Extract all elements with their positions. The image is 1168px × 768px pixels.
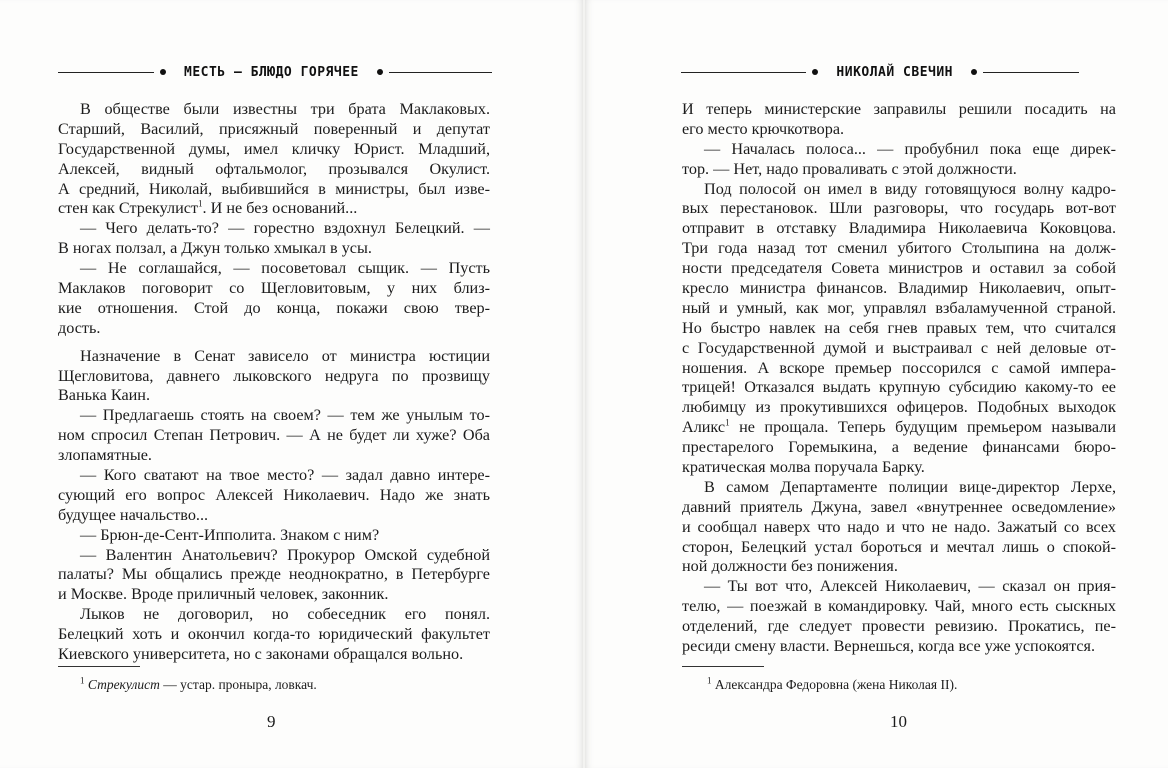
text-line: В самом Департаменте полиции вице-директор Лерхе, bbox=[704, 477, 1116, 496]
text-line: ресиди смену власти. Вернешься, когда все уже успокоятся. bbox=[682, 637, 1096, 656]
header-bullet bbox=[812, 69, 818, 75]
text-line: И теперь министерские заправилы решили посадить на bbox=[682, 100, 1116, 118]
text-line: Назначение в Сенат зависело от министра юстиции bbox=[80, 346, 490, 365]
text-line: Лыков не договорил, но собеседник его понял. bbox=[80, 605, 490, 624]
text-line: Три года назад тот сменил убитого Столыпина на долж- bbox=[682, 239, 1116, 258]
footnote-ref: 1 bbox=[725, 417, 730, 428]
text-line: кресло министра финансов. Владимир Николаевич, опыт- bbox=[682, 279, 1116, 298]
text-line: Белецкий хоть и окончил когда-то юридический факультет bbox=[58, 625, 490, 644]
footnote-rule bbox=[58, 666, 140, 667]
text-line: его место крючкотвора. bbox=[682, 119, 845, 138]
text-line: и сообщал наверх что надо и что не надо. Зажатый со всех bbox=[682, 517, 1116, 536]
text-line: тор. — Нет, надо проваливать с этой должности. bbox=[682, 159, 1017, 178]
text-line: — Брюн-де-Сент-Ипполита. Знаком с ним? bbox=[80, 525, 380, 544]
text-line: Аликс$^1$ не прощала. Теперь будущим премьером называли bbox=[682, 417, 1116, 437]
text-line: ном спросил Степан Петрович. — А не будет ли хуже? Оба bbox=[58, 426, 490, 445]
text-line: — Кого сватают на твое место? — задал давно интере- bbox=[80, 466, 490, 485]
text-line: вых перестановок. Шли разговоры, что государь вот-вот bbox=[682, 199, 1116, 218]
text-line: с Государственной думой и выстраивал с ней деловые от- bbox=[682, 338, 1116, 357]
text-line: Но быстро навлек на себя гнев правых тем, что считался bbox=[682, 318, 1116, 337]
text-line: дость. bbox=[58, 318, 101, 337]
page-number: 10 bbox=[890, 712, 907, 731]
text-line: Алексей, видный офтальмолог, прозывался Окулист. bbox=[58, 159, 490, 178]
left-running-header bbox=[58, 61, 492, 83]
right-footnote: $^1$ Александра Федоровна (жена Николая II). bbox=[707, 675, 958, 692]
left-body-text bbox=[58, 100, 490, 665]
text-line: будущее начальство... bbox=[58, 505, 209, 524]
text-line: кратическая молва поручала Барку. bbox=[682, 458, 925, 477]
text-line: сующий его вопрос Алексей Николаевич. Надо же знать bbox=[58, 485, 490, 504]
header-rule bbox=[983, 72, 1079, 73]
text-line: Старший, Василий, присяжный поверенный и депутат bbox=[58, 119, 490, 138]
header-rule bbox=[389, 72, 492, 73]
header-bullet bbox=[377, 69, 383, 75]
text-line: А средний, Николай, выбившийся в министры, был изве- bbox=[58, 179, 490, 198]
text-line: отправит в отставку Владимира Николаевича Коковцова. bbox=[682, 219, 1116, 238]
text-line: В обществе были известны три брата Маклаковых. bbox=[80, 100, 490, 118]
text-line: кие отношения. Стой до конца, покажи свою твер- bbox=[58, 298, 490, 317]
footnote-ref: 1 bbox=[198, 199, 203, 210]
text-line: — Валентин Анатольевич? Прокурор Омской судебной bbox=[80, 545, 490, 564]
right-body-text bbox=[682, 100, 1116, 657]
text-line: сторон, Белецкий устал бороться и мечтал лишь о спокой- bbox=[682, 537, 1116, 556]
left-header-title: МЕСТЬ — БЛЮДО ГОРЯЧЕЕ bbox=[184, 64, 359, 80]
text-line: — Предлагаешь стоять на своем? — тем же унылым то- bbox=[80, 406, 490, 425]
text-line: Под полосой он имел в виду готовящуюся волну кадро- bbox=[704, 179, 1116, 198]
text-line: престарелого Горемыкина, а ведение финансами бюро- bbox=[682, 438, 1116, 457]
text-line: — Чего делать-то? — горестно вздохнул Белецкий. — bbox=[80, 219, 490, 238]
page-number: 9 bbox=[267, 712, 276, 731]
text-line: ный и умный, как мог, управлял взбаламученной страной. bbox=[682, 298, 1116, 317]
right-header-title: НИКОЛАЙ СВЕЧИН bbox=[836, 64, 953, 80]
right-page bbox=[585, 0, 1168, 768]
text-line: Маклаков поговорит со Щегловитовым, у них близ- bbox=[58, 279, 490, 298]
text-line: — Началась полоса... — пробубнил пока еще дирек- bbox=[704, 139, 1116, 158]
left-footnote: $^1$ Стрекулист — устар. пронырa, ловкач. bbox=[80, 675, 317, 692]
text-line: — Ты вот что, Алексей Николаевич, — сказал он прия- bbox=[704, 577, 1116, 596]
header-bullet bbox=[971, 69, 977, 75]
header-rule bbox=[681, 72, 806, 73]
text-line: В ногах ползал, а Джун только хмыкал в усы. bbox=[58, 239, 372, 258]
text-line: — Не соглашайся, — посоветовал сыщик. — Пусть bbox=[80, 259, 490, 278]
text-line: ности председателя Совета министров и оставил за собой bbox=[682, 259, 1116, 278]
text-line: Государственной думы, имел кличку Юрист. Младший, bbox=[58, 139, 490, 158]
text-line: Киевского университета, но с законами обращался вольно. bbox=[58, 645, 464, 664]
text-line: трицей! Отказался выдать крупную субсидию какому-то ее bbox=[682, 378, 1116, 397]
right-running-header bbox=[681, 61, 1079, 83]
footnote-rule bbox=[682, 666, 764, 667]
header-bullet bbox=[160, 69, 166, 75]
text-line: ношения. А вскоре премьер поссорился с самой импера- bbox=[682, 358, 1116, 377]
text-line: любимцу из прокутившихся офицеров. Подобных выходок bbox=[682, 398, 1116, 417]
text-line: злопамятные. bbox=[58, 446, 152, 465]
text-line: ной должности без понижения. bbox=[682, 557, 898, 576]
text-line: давний приятель Джуна, завел «внутреннее осведомление» bbox=[682, 497, 1116, 516]
left-page bbox=[0, 0, 583, 768]
text-line: телю, — поезжай в командировку. Чай, много есть сыскных bbox=[682, 597, 1116, 616]
text-line: стен как Стрекулист$^1$. И не без оснований... bbox=[58, 199, 358, 218]
text-line: отделений, где следует провести ревизию. Прокатись, пе- bbox=[682, 617, 1116, 636]
text-line: Ванька Каин. bbox=[58, 386, 151, 405]
text-line: и Москве. Вроде приличный человек, законник. bbox=[58, 585, 389, 604]
text-line: Щегловитова, давнего лыковского недруга по прозвищу bbox=[58, 366, 490, 385]
header-rule bbox=[58, 72, 154, 73]
text-line: палаты? Мы общались прежде неоднократно, в Петербурге bbox=[58, 565, 490, 584]
